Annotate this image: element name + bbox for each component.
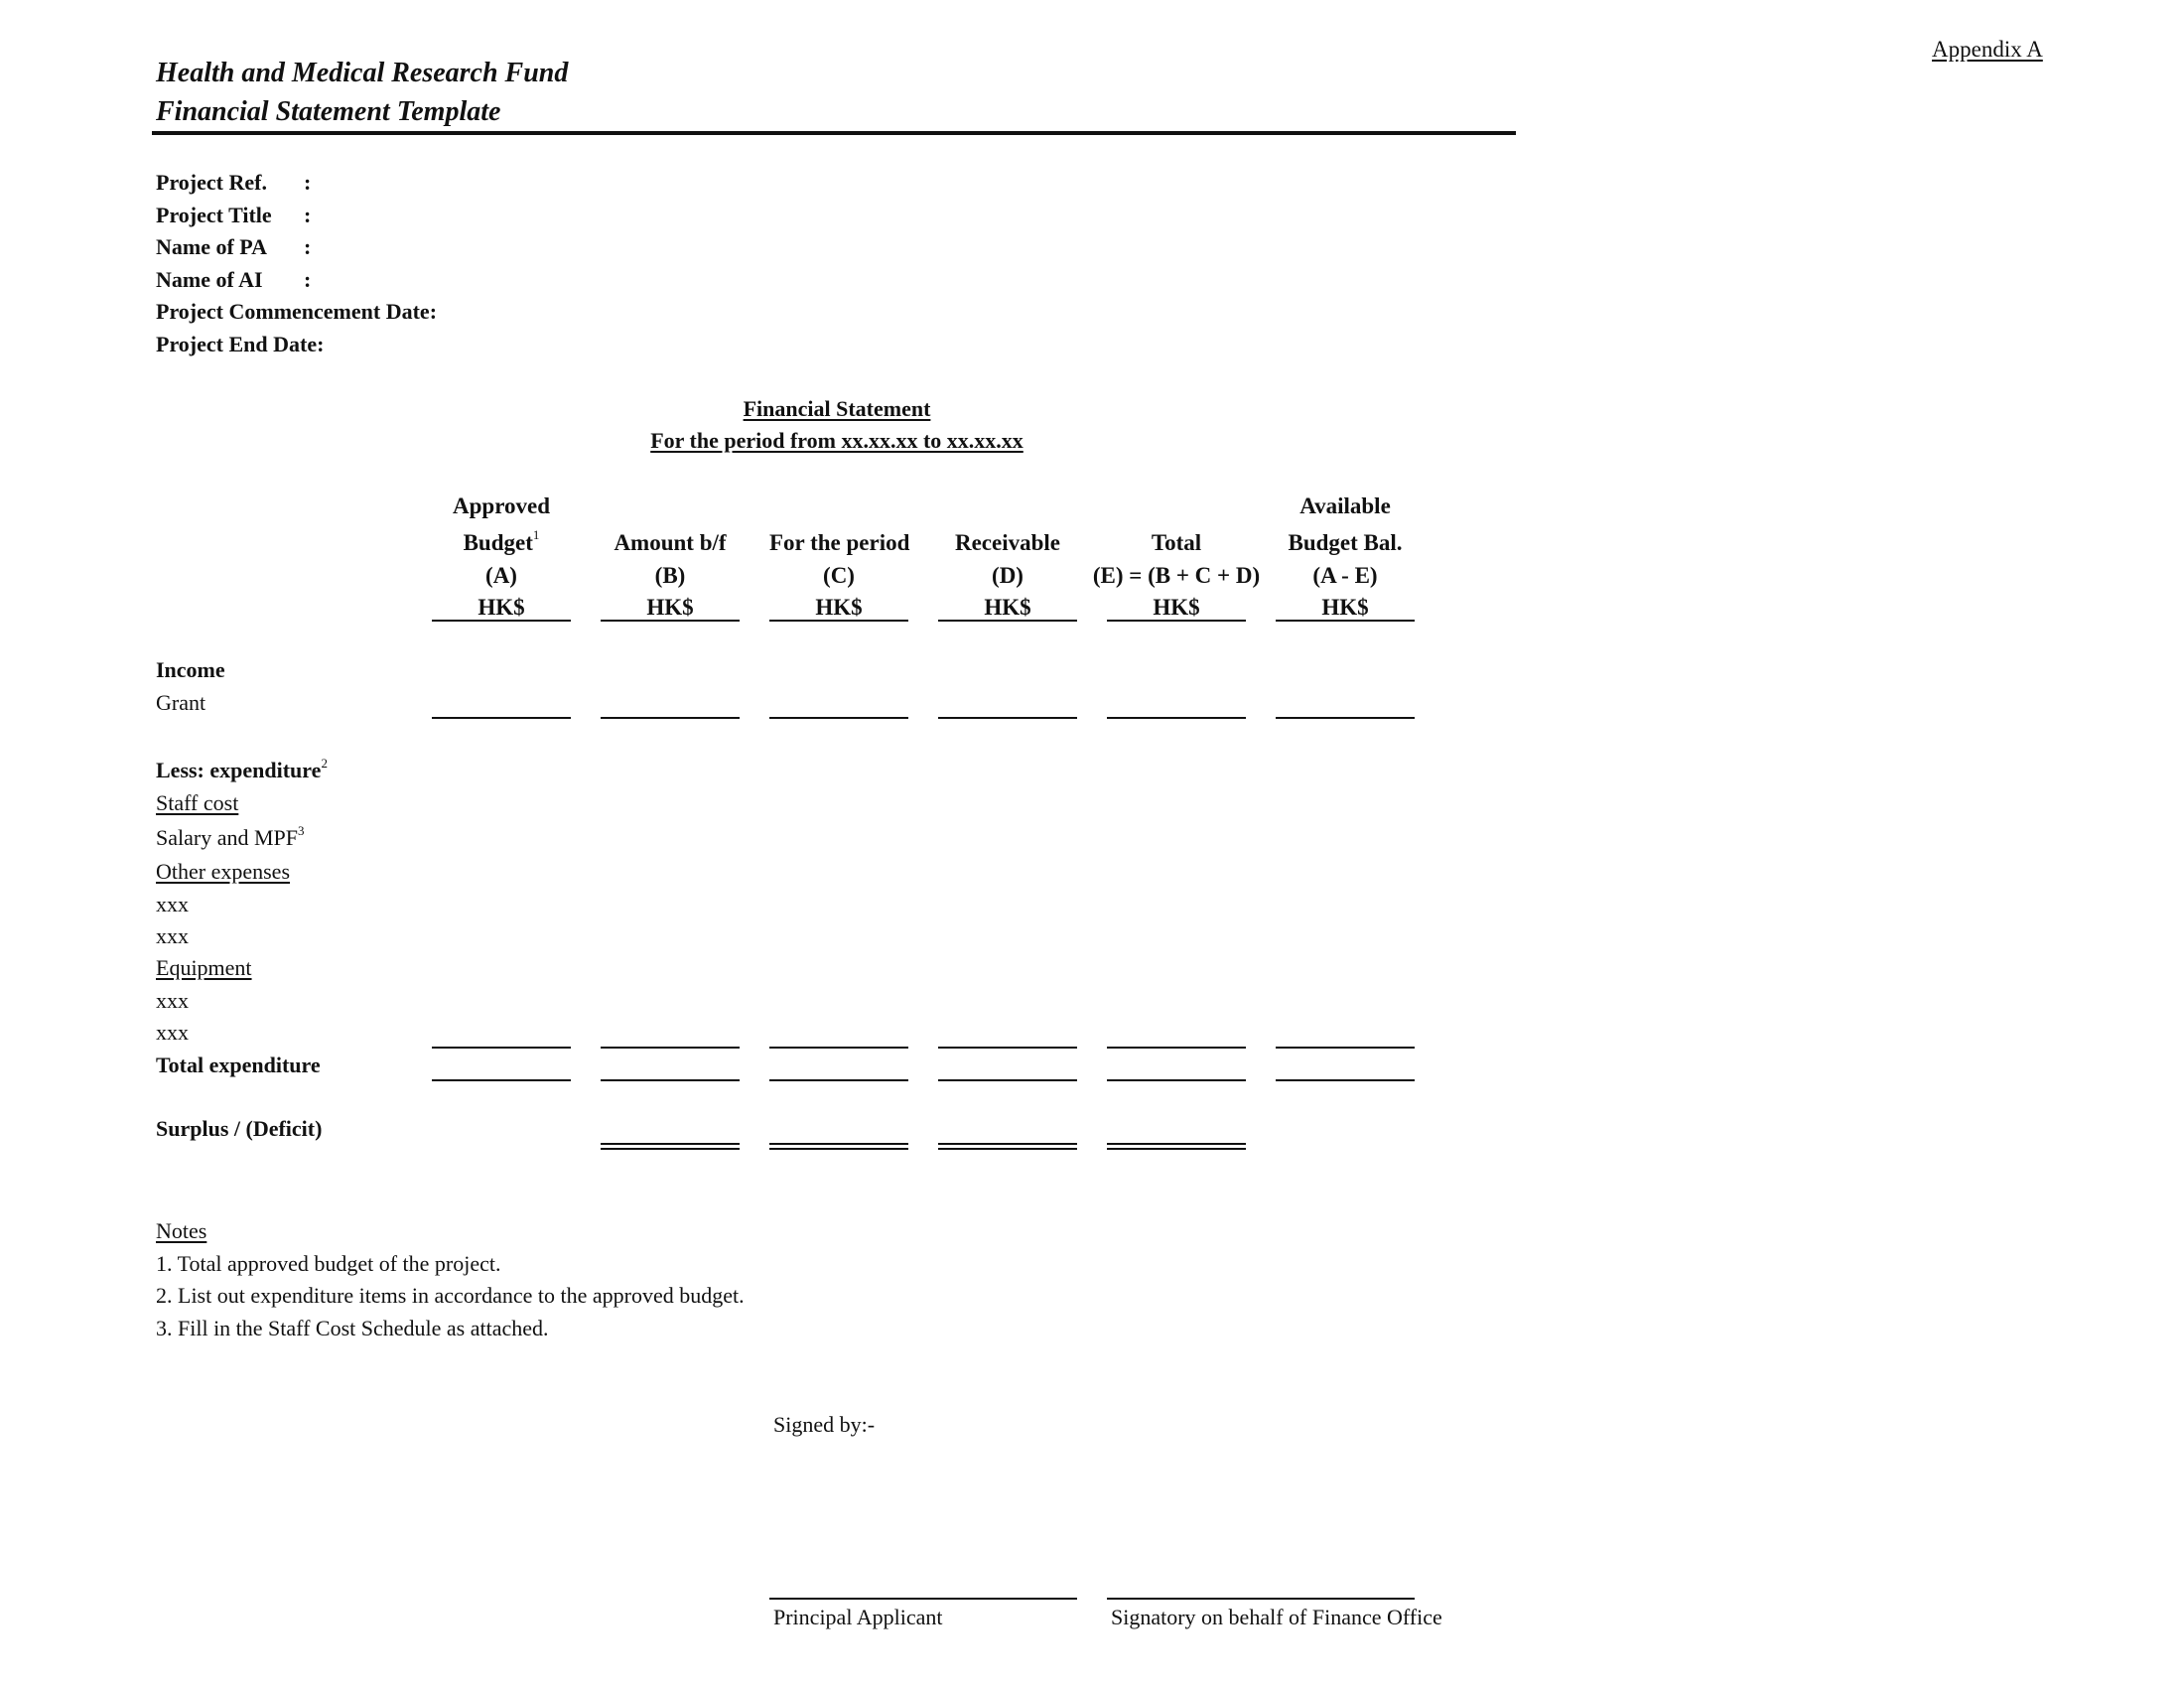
principal-applicant-label: Principal Applicant [773, 1605, 943, 1629]
surplus-double-line-bottom [938, 1148, 1077, 1150]
col-f-line2: Budget Bal. [1288, 530, 1403, 555]
expenditure-subtotal-line [601, 1047, 740, 1049]
total-expenditure-line [938, 1079, 1077, 1081]
col-a-line4: HK$ [478, 595, 525, 620]
col-c-line4: HK$ [815, 595, 863, 620]
row-grant: Grant [156, 690, 206, 715]
footnote-ref-1: 1 [532, 527, 540, 542]
col-a-line1: Approved [453, 493, 550, 518]
note-item-3: 3. Fill in the Staff Cost Schedule as attached. [156, 1316, 549, 1340]
row-total-expenditure: Total expenditure [156, 1053, 321, 1077]
col-b-line3: (B) [654, 563, 686, 588]
col-b-line4: HK$ [646, 595, 694, 620]
field-name-of-pa-label: Name of PA [156, 234, 267, 259]
grant-amount-line [601, 717, 740, 719]
grant-amount-line [1107, 717, 1246, 719]
col-a-header-rule [432, 620, 571, 622]
row-equipment: Equipment [156, 955, 252, 980]
col-f-header-rule [1276, 620, 1415, 622]
col-d-line2: Receivable [954, 530, 1060, 555]
footnote-ref-3: 3 [298, 823, 305, 838]
row-other-item-1: xxx [156, 892, 189, 916]
field-project-title-label: Project Title [156, 203, 272, 227]
col-c-header-rule [769, 620, 908, 622]
field-commencement-date-label: Project Commencement Date: [156, 299, 438, 324]
statement-period: For the period from xx.xx.xx to xx.xx.xx [650, 428, 1024, 453]
grant-amount-line [1276, 717, 1415, 719]
surplus-double-line-bottom [1107, 1148, 1246, 1150]
col-f-line1: Available [1299, 493, 1391, 518]
expenditure-subtotal-line [1276, 1047, 1415, 1049]
total-expenditure-line [769, 1079, 908, 1081]
doc-title-line1: Health and Medical Research Fund [156, 58, 569, 88]
expenditure-subtotal-line [432, 1047, 571, 1049]
row-income-heading: Income [156, 657, 225, 682]
col-b-header-rule [601, 620, 740, 622]
surplus-double-line-top [601, 1143, 740, 1145]
field-name-of-ai-label: Name of AI [156, 267, 263, 292]
row-salary-mpf: Salary and MPF$^3$ [156, 823, 305, 850]
row-equipment-item-1: xxx [156, 988, 189, 1013]
col-b-line2: Amount b/f [614, 530, 727, 555]
col-e-header-rule [1107, 620, 1246, 622]
col-e-line2: Total [1151, 530, 1202, 555]
footnote-ref-2: 2 [321, 756, 328, 771]
surplus-double-line-bottom [769, 1148, 908, 1150]
expenditure-subtotal-line [938, 1047, 1077, 1049]
field-project-title-sep: : [304, 203, 312, 227]
row-other-item-2: xxx [156, 923, 189, 948]
grant-amount-line [938, 717, 1077, 719]
col-a-line3: (A) [485, 563, 517, 588]
grant-amount-line [432, 717, 571, 719]
total-expenditure-line [432, 1079, 571, 1081]
row-equipment-item-2: xxx [156, 1020, 189, 1045]
expenditure-subtotal-line [1107, 1047, 1246, 1049]
grant-amount-line [769, 717, 908, 719]
row-staff-cost: Staff cost [156, 790, 239, 815]
col-f-line3: (A - E) [1312, 563, 1378, 588]
col-c-line2: For the period [769, 530, 910, 555]
appendix-label: Appendix A [1932, 37, 2043, 62]
note-item-2: 2. List out expenditure items in accordance to the approved budget. [156, 1283, 745, 1308]
row-other-expenses: Other expenses [156, 859, 291, 884]
col-e-line3: (E) = (B + C + D) [1092, 563, 1261, 588]
col-e-line4: HK$ [1153, 595, 1200, 620]
col-d-header-rule [938, 620, 1077, 622]
total-expenditure-line [601, 1079, 740, 1081]
surplus-double-line-bottom [601, 1148, 740, 1150]
signed-by-label: Signed by:- [773, 1412, 876, 1437]
statement-title: Financial Statement [743, 396, 931, 421]
col-a-line2: Budget$^1$ [463, 527, 540, 555]
surplus-double-line-top [938, 1143, 1077, 1145]
surplus-double-line-top [769, 1143, 908, 1145]
field-project-ref-sep: : [304, 170, 312, 195]
col-c-line3: (C) [823, 563, 855, 588]
total-expenditure-line [1107, 1079, 1246, 1081]
title-divider [152, 131, 1516, 135]
row-less-expenditure: Less: expenditure$^2$ [156, 756, 328, 782]
col-d-line4: HK$ [984, 595, 1031, 620]
col-d-line3: (D) [992, 563, 1024, 588]
expenditure-subtotal-line [769, 1047, 908, 1049]
notes-heading: Notes [156, 1218, 207, 1243]
field-end-date-label: Project End Date: [156, 332, 325, 356]
col-f-line4: HK$ [1321, 595, 1369, 620]
finance-signature-line [1107, 1598, 1415, 1600]
surplus-double-line-top [1107, 1143, 1246, 1145]
total-expenditure-line [1276, 1079, 1415, 1081]
field-name-of-ai-sep: : [304, 267, 312, 292]
principal-applicant-signature-line [769, 1598, 1077, 1600]
doc-title-line2: Financial Statement Template [156, 96, 501, 127]
row-surplus-deficit: Surplus / (Deficit) [156, 1116, 323, 1141]
finance-signatory-label: Signatory on behalf of Finance Office [1111, 1605, 1442, 1629]
field-name-of-pa-sep: : [304, 234, 312, 259]
field-project-ref-label: Project Ref. [156, 170, 267, 195]
note-item-1: 1. Total approved budget of the project. [156, 1251, 501, 1276]
